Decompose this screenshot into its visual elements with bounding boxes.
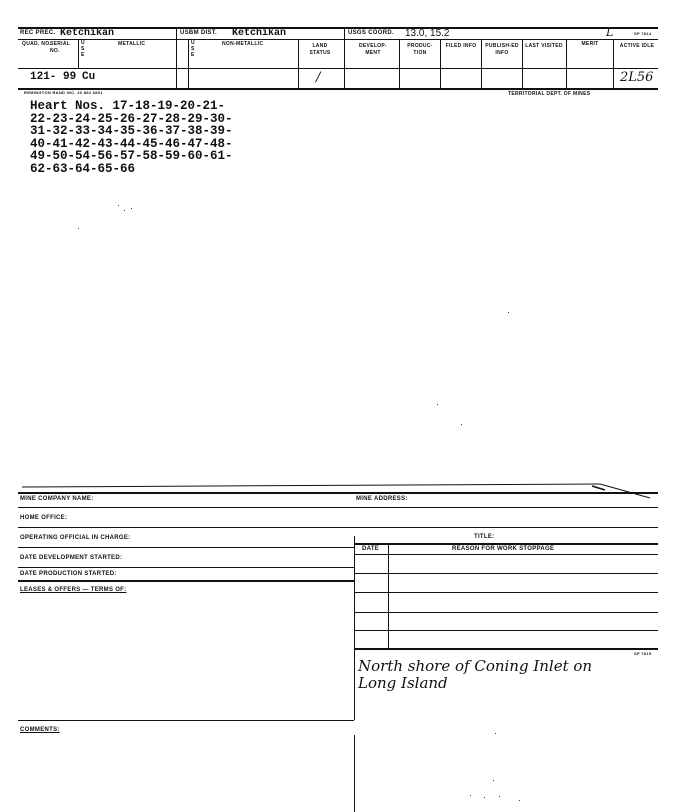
rule-comments [18, 720, 354, 721]
date-prod-started-label: DATE PRODUCTION STARTED: [20, 571, 117, 577]
metallic-value: Cu [82, 71, 96, 83]
active-idle-value: 2L56 [620, 70, 654, 85]
usbm-dist-label: USBM DIST. [180, 30, 218, 36]
comments-label: COMMENTS: [20, 727, 60, 733]
claim-line: Heart Nos. 17-18-19-20-21- [30, 99, 226, 113]
corner-mark: L [606, 26, 614, 39]
rec-prec-value: Ketchikan [60, 28, 115, 39]
location-note [358, 658, 592, 692]
usgs-coord-label: USGS COORD. [348, 30, 394, 36]
claim-line: 22-23-24-25-26-27-28-29-30- [30, 111, 233, 126]
form-number-bottom: SP 7815 [634, 651, 652, 656]
col-div-2 [188, 39, 189, 88]
col-div-8 [566, 39, 567, 88]
rule-reason-3 [354, 592, 658, 593]
col-div-4 [399, 39, 400, 88]
date-label: DATE [362, 546, 380, 552]
filed-info-header: FILED INFO [445, 43, 477, 49]
mine-address-label: MINE ADDRESS: [356, 496, 408, 502]
center-divider [354, 536, 355, 720]
card-edge [0, 470, 678, 510]
use2-header: U S E [191, 40, 195, 58]
rule-reason-end [354, 648, 658, 650]
leases-label: LEASES & OFFERS — TERMS OF: [20, 587, 127, 593]
col-div-6 [481, 39, 482, 88]
quad-serial-value: 121- 99 [30, 71, 77, 83]
last-visited-header: LAST VISITED [525, 43, 563, 49]
data-row-rule [18, 68, 658, 69]
production-header: PRODUC-TION [407, 43, 433, 56]
rule-dev-started [18, 547, 354, 548]
active-idle-header: ACTIVE IDLE [619, 43, 655, 49]
home-office-label: HOME OFFICE: [20, 515, 68, 521]
reason-label: REASON FOR WORK STOPPAGE [452, 546, 555, 552]
divider-recprec [176, 27, 177, 88]
col-div-1 [78, 39, 79, 68]
location-line: North shore of Coning Inlet on [358, 657, 593, 675]
serial-no-header: SERIAL NO. [50, 41, 71, 54]
rule-home-office [18, 507, 658, 508]
land-status-value: / [316, 70, 321, 85]
claim-line: 62-63-64-65-66 [30, 161, 136, 176]
usgs-coord-value: 13.0, 15.2 [405, 28, 450, 39]
form-number-top: SP 7814 [634, 31, 652, 36]
rule-prod-bottom [18, 580, 354, 582]
header-rule [18, 39, 658, 40]
rule-dev-bottom [18, 567, 354, 568]
merit-header: MERIT [581, 41, 599, 47]
rule-reason-4 [354, 612, 658, 613]
use-header: U S E [81, 40, 85, 58]
published-info-header: PUBLISH-ED INFO [485, 43, 519, 56]
claim-line: 49-50-54-56-57-58-59-60-61- [30, 149, 233, 163]
rec-prec-label: REC PREC. [20, 30, 56, 36]
operating-official-label: OPERATING OFFICIAL IN CHARGE: [20, 535, 131, 541]
usbm-dist-value: Ketchikan [232, 28, 287, 39]
printer-note: REMINGTON RAND INC. 20 882 6801 [24, 90, 103, 95]
rule-date-header [354, 543, 658, 545]
rule-reason-2 [354, 573, 658, 574]
claim-line: 40-41-42-43-44-45-46-47-48- [30, 136, 233, 151]
lower-center-divider [354, 735, 355, 812]
rule-operating [18, 527, 658, 528]
rule-reason-5 [354, 630, 658, 631]
rule-reason-1 [354, 554, 658, 555]
metallic-header: METALLIC [118, 41, 146, 47]
date-dev-started-label: DATE DEVELOPMENT STARTED: [20, 555, 123, 561]
mine-company-name-label: MINE COMPANY NAME: [20, 496, 94, 502]
territorial-dept: TERRITORIAL DEPT. OF MINES [508, 91, 591, 97]
top-card [0, 0, 678, 100]
location-line: Long Island [358, 674, 448, 692]
quad-no-header: QUAD. NO. [22, 41, 52, 47]
divider-usbm [344, 27, 345, 88]
col-div-5 [440, 39, 441, 88]
development-header: DEVELOP-MENT [359, 43, 387, 56]
bottom-rule [18, 88, 658, 90]
col-div-3 [298, 39, 299, 88]
land-status-header: LAND STATUS [309, 43, 331, 56]
col-div-7 [522, 39, 523, 88]
bottom-card [0, 470, 678, 812]
rule-company [18, 492, 658, 494]
claim-line: 31-32-33-34-35-36-37-38-39- [30, 124, 233, 138]
col-div-9 [613, 39, 614, 88]
claim-numbers [30, 100, 233, 175]
nonmetallic-header: NON-METALLIC [222, 41, 264, 47]
title-label: TITLE: [474, 534, 495, 540]
date-col-divider [388, 543, 389, 648]
